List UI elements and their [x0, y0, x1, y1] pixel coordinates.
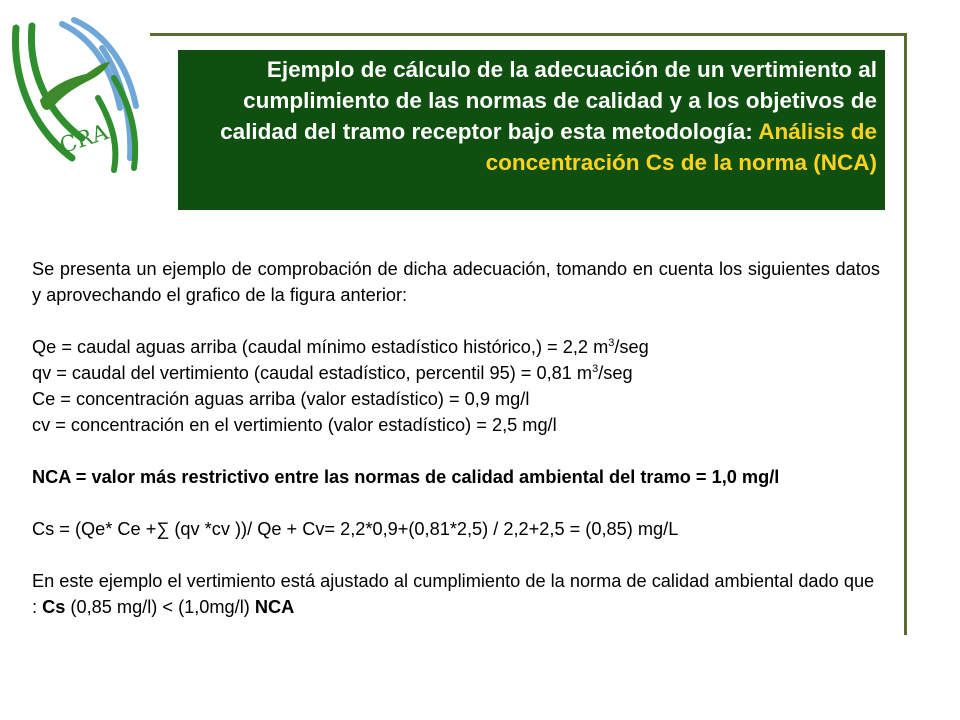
slide-title — [178, 50, 885, 210]
cs-formula: Cs = (Qe* Ce +∑ (qv *cv ))/ Qe + Cv= 2,2*0,9+(0,81*2,5) / 2,2+2,5 = (0,85) mg/L — [32, 519, 679, 539]
frame-top-line — [150, 33, 907, 36]
data-cv: cv = concentración en el vertimiento (valor estadístico) = 2,5 mg/l — [32, 415, 557, 435]
nca-definition: NCA = valor más restrictivo entre las normas de calidad ambiental del tramo = 1,0 mg/l — [32, 467, 780, 487]
data-qv: qv = caudal del vertimiento (caudal estadístico, percentil 95) = 0,81 $m^3$/seg — [32, 363, 633, 383]
data-ce: Ce = concentración aguas arriba (valor estadístico) = 0,9 mg/l — [32, 389, 530, 409]
data-qe: Qe = caudal aguas arriba (caudal mínimo estadístico histórico,) = 2,2 $m^3$/seg — [32, 337, 649, 357]
slide-body — [32, 256, 880, 620]
intro-paragraph: Se presenta un ejemplo de comprobación de dicha adecuación, tomando en cuenta los siguientes datos y aprovechando el grafico de la figura anterior: — [32, 259, 880, 305]
cra-logo — [2, 8, 150, 176]
title-main: Ejemplo de cálculo de la adecuación de un vertimiento al cumplimiento de las normas de calidad y a los objetivos de calidad del tramo receptor bajo esta metodología: — [220, 57, 877, 144]
logo-text: CRA — [56, 120, 112, 160]
frame-right-line — [904, 33, 907, 635]
title-highlight: Análisis de concentración Cs de la norma (NCA) — [485, 119, 877, 175]
conclusion-paragraph: En este ejemplo el vertimiento está ajustado al cumplimiento de la norma de calidad ambiental dado que : Cs (0,85 mg/l) < (1,0mg/l) NCA — [32, 571, 875, 617]
